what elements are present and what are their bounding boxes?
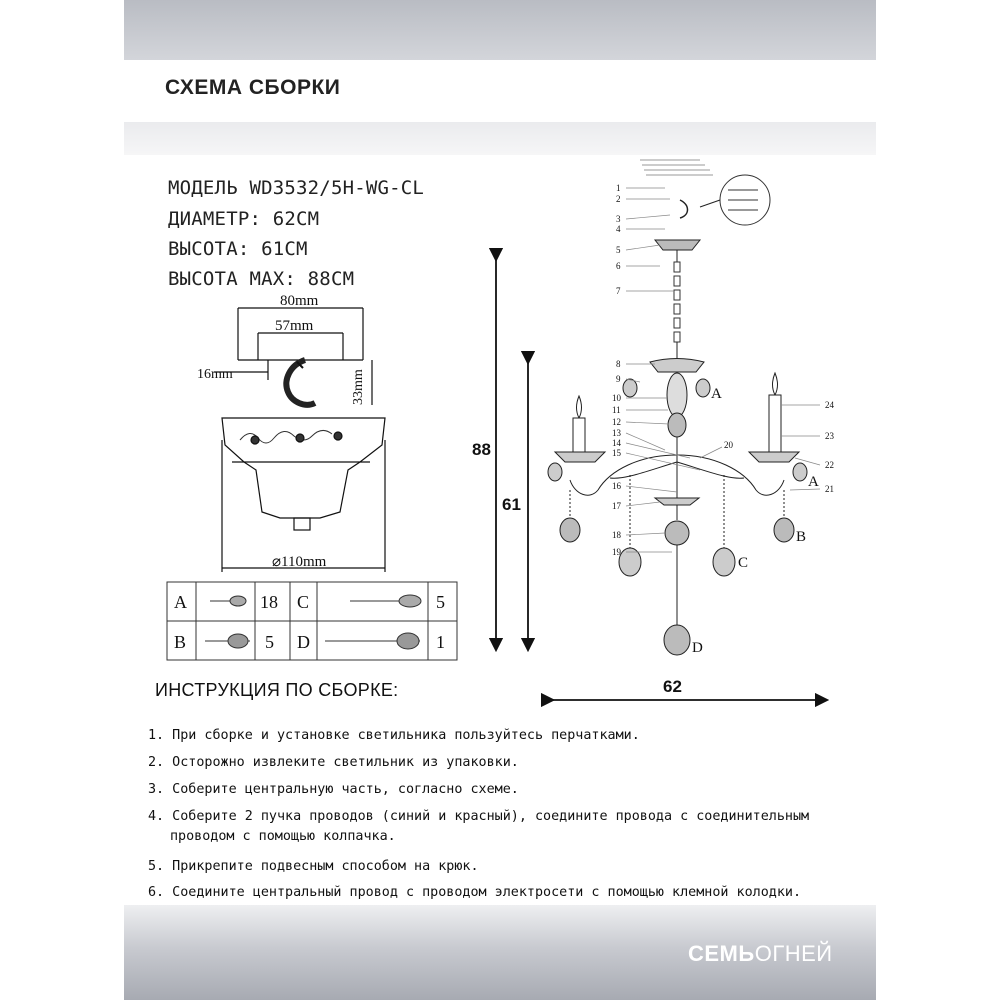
callout-12: 12 (612, 417, 621, 427)
callout-20: 20 (724, 440, 733, 450)
callout-5: 5 (616, 245, 621, 255)
callout-15: 15 (612, 448, 621, 458)
table-qty-d: 1 (436, 632, 445, 652)
crystal-b-icon (205, 634, 250, 648)
callout-18: 18 (612, 530, 621, 540)
callout-22: 22 (825, 460, 834, 470)
spec-model: МОДЕЛЬ WD3532/5H-WG-CL (168, 177, 425, 199)
table-qty-c: 5 (436, 592, 445, 612)
dim-left-label: 16mm (197, 367, 233, 382)
table-qty-b: 5 (265, 632, 274, 652)
brand-bold: СЕМЬ (688, 941, 755, 966)
callouts-left (612, 183, 622, 557)
canopy-diagram (222, 418, 385, 572)
crystal-a-icon (210, 596, 246, 606)
dim-diameter-label: 62 (663, 677, 682, 696)
dim-canopy-label: ⌀110mm (272, 554, 327, 570)
brand-light: ОГНЕЙ (754, 941, 833, 966)
part-letters (692, 386, 819, 656)
instruction-step-4-line-1: 4. Соберите 2 пучка проводов (синий и красный), соедините провода с соединительным (148, 809, 810, 824)
dim-max-label: 88 (472, 440, 491, 459)
table-code-b: B (174, 632, 187, 652)
letter-b: B (796, 529, 807, 545)
crystal-c-icon (350, 595, 421, 607)
instruction-step-5: 5. Прикрепите подвесным способом на крюк. (148, 859, 479, 874)
callout-8: 8 (616, 359, 621, 369)
spec-height-max: ВЫСОТА MAX: 88СМ (168, 268, 355, 290)
instruction-step-1: 1. При сборке и установке светильника пользуйтесь перчатками. (148, 728, 640, 743)
instructions-heading: ИНСТРУКЦИЯ ПО СБОРКЕ: (155, 680, 399, 700)
callout-9: 9 (616, 374, 621, 384)
brand-logo (688, 941, 833, 967)
instruction-step-3: 3. Соберите центральную часть, согласно схеме. (148, 782, 519, 797)
callout-2: 2 (616, 194, 621, 204)
crystal-d-icon (325, 633, 420, 649)
table-code-d: D (297, 632, 310, 652)
callout-21: 21 (825, 484, 834, 494)
callout-14: 14 (612, 438, 621, 448)
callout-3: 3 (616, 214, 621, 224)
callout-1: 1 (616, 183, 621, 193)
chandelier-diagram (548, 160, 820, 655)
callout-24: 24 (825, 400, 834, 410)
instruction-step-6: 6. Соедините центральный провод с проводом электросети с помощью клемной колодки. (148, 885, 802, 900)
callout-23: 23 (825, 431, 834, 441)
parts-table (167, 582, 457, 660)
instruction-step-4-line-2: проводом с помощью колпачка. (170, 829, 396, 844)
letter-d: D (692, 640, 703, 656)
dim-hook-label: 33mm (351, 369, 366, 405)
callout-13: 13 (612, 428, 621, 438)
dim-height-label: 61 (502, 495, 521, 514)
callout-16: 16 (612, 481, 621, 491)
callout-6: 6 (616, 261, 621, 271)
dimension-arrows (496, 255, 822, 700)
letter-a-top: A (711, 386, 722, 402)
dim-width-label: 80mm (280, 293, 319, 309)
table-code-a: A (174, 592, 187, 612)
letter-c: C (738, 555, 749, 571)
instruction-step-2: 2. Осторожно извлеките светильник из упаковки. (148, 755, 519, 770)
page-title: СХЕМА СБОРКИ (165, 76, 341, 99)
instruction-step-4 (148, 807, 868, 847)
callout-11: 11 (612, 405, 621, 415)
callout-19: 19 (612, 547, 621, 557)
callout-7: 7 (616, 286, 621, 296)
spec-height: ВЫСОТА: 61СМ (168, 238, 308, 260)
callout-10: 10 (612, 393, 621, 403)
callout-4: 4 (616, 224, 621, 234)
spec-diameter: ДИАМЕТР: 62СМ (168, 208, 320, 230)
callout-17: 17 (612, 501, 621, 511)
letter-a-right: A (808, 474, 819, 490)
table-code-c: C (297, 592, 310, 612)
table-qty-a: 18 (260, 592, 278, 612)
dim-inner-label: 57mm (275, 318, 314, 334)
